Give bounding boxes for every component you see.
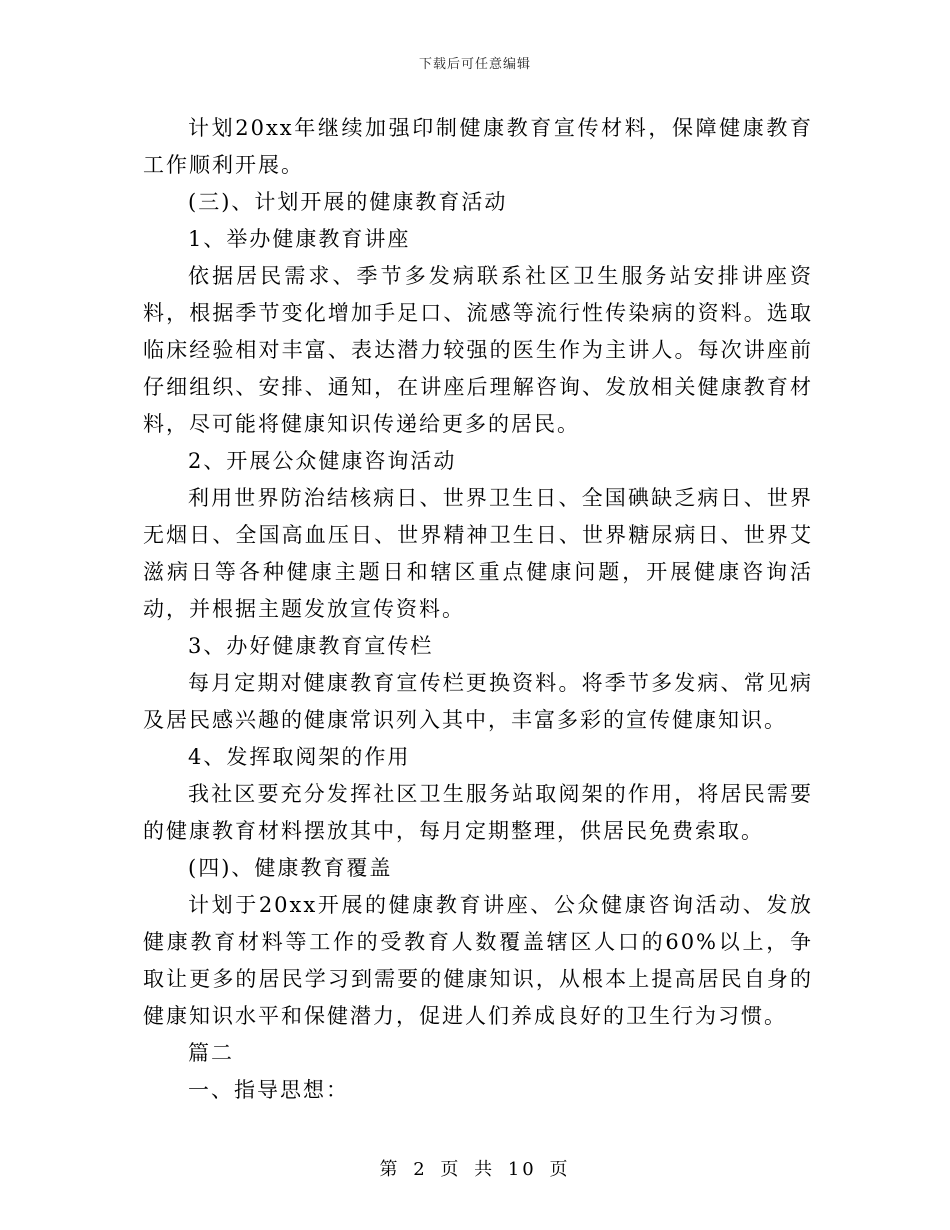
document-body [143,110,813,1109]
paragraph-bulletin-board: 每月定期对健康教育宣传栏更换资料。将季节多发病、常见病及居民感兴趣的健康常识列入其中，丰富多彩的宣传健康知识。 [143,671,813,732]
section-heading-guiding-ideology: 一、指导思想： [188,1078,349,1102]
subheading-consultation: 2、开展公众健康咨询活动 [188,449,457,473]
subheading-reading-rack: 4、发挥取阅架的作用 [188,745,411,769]
paragraph-lectures: 依据居民需求、季节多发病联系社区卫生服务站安排讲座资料，根据季节变化增加手足口、流感等流行性传染病的资料。选取临床经验相对丰富、表达潜力较强的医生作为主讲人。每次讲座前仔细组织、安排、通知，在讲座后理解咨询、发放相关健康教育材料，尽可能将健康知识传递给更多的居民。 [143,264,813,436]
subheading-bulletin-board: 3、办好健康教育宣传栏 [188,634,434,658]
section-heading-coverage: (四)、健康教育覆盖 [188,856,393,880]
section-heading-part-two: 篇二 [188,1041,234,1065]
section-heading-activities: (三)、计划开展的健康教育活动 [188,190,508,214]
paragraph-consultation: 利用世界防治结核病日、世界卫生日、全国碘缺乏病日、世界无烟日、全国高血压日、世界精神卫生日、世界糖尿病日、世界艾滋病日等各种健康主题日和辖区重点健康问题，开展健康咨询活动，并根据主题发放宣传资料。 [143,486,813,621]
paragraph-coverage: 计划于20xx开展的健康教育讲座、公众健康咨询活动、发放健康教育材料等工作的受教育人数覆盖辖区人口的60%以上，争取让更多的居民学习到需要的健康知识，从根本上提高居民自身的健康知识水平和保健潜力，促进人们养成良好的卫生行为习惯。 [143,893,813,1028]
page-number-footer: 第 2 页 共 10 页 [379,1159,571,1180]
paragraph-materials-plan: 计划20xx年继续加强印制健康教育宣传材料，保障健康教育工作顺利开展。 [143,116,813,177]
page-header: 下载后可任意编辑 [418,57,531,72]
subheading-lectures: 1、举办健康教育讲座 [188,227,411,251]
paragraph-reading-rack: 我社区要充分发挥社区卫生服务站取阅架的作用，将居民需要的健康教育材料摆放其中，每月定期整理，供居民免费索取。 [143,782,813,843]
